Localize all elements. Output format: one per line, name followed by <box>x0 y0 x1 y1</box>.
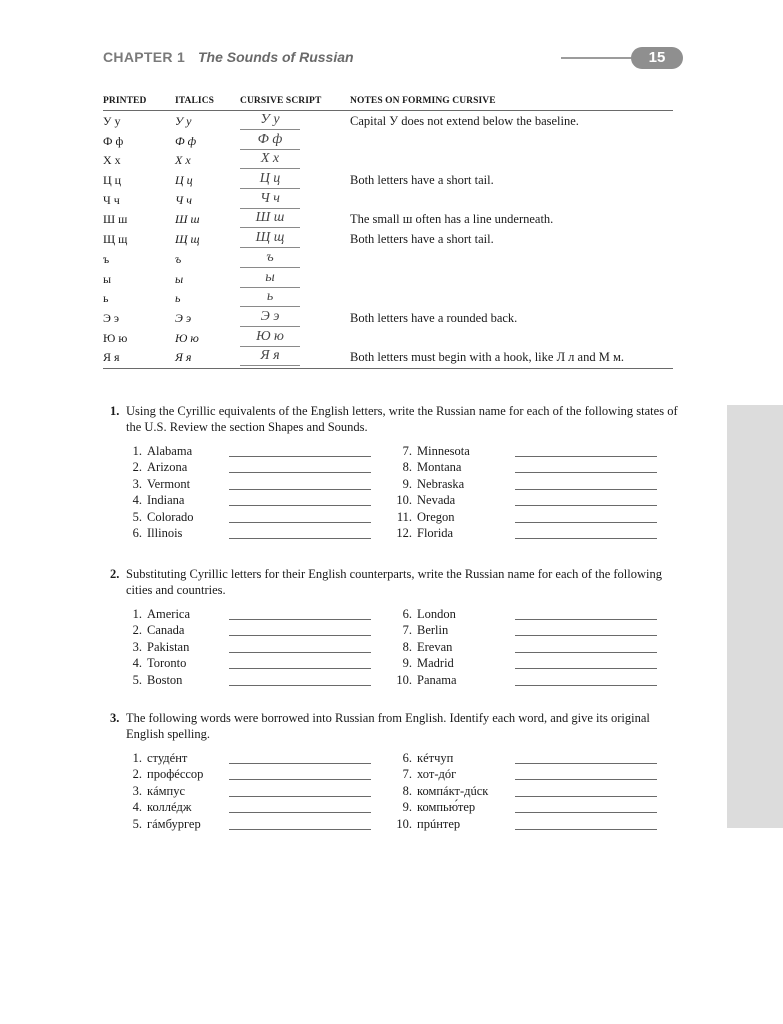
alphabet-row <box>103 308 673 328</box>
item-number: 3. <box>132 783 142 798</box>
cursive-letters: Ч ч <box>240 190 300 209</box>
answer-blank[interactable] <box>515 619 657 620</box>
item-word: Boston <box>147 672 183 687</box>
cursive-letters: Ш ш <box>240 209 300 228</box>
exercise-item <box>376 656 454 672</box>
item-word: Minnesota <box>417 444 470 458</box>
printed-letters: Ц ц <box>103 173 122 188</box>
exercise-item <box>106 623 184 639</box>
exercise-item <box>106 656 186 672</box>
answer-blank[interactable] <box>229 619 371 620</box>
item-word: America <box>147 607 191 621</box>
item-word: Canada <box>147 623 185 638</box>
alphabet-row <box>103 209 673 229</box>
item-word: Pakistan <box>147 639 190 654</box>
exercise-item <box>106 477 190 493</box>
item-number: 9. <box>402 656 412 671</box>
page-number-badge: 15 <box>631 47 683 69</box>
exercise-items <box>110 751 690 833</box>
printed-letters: У у <box>103 114 121 128</box>
item-word: прúнтер <box>417 816 461 831</box>
cursive-letters: Х х <box>240 150 300 169</box>
item-number: 2. <box>132 767 142 782</box>
exercise-1 <box>110 403 690 542</box>
item-number: 7. <box>402 444 412 458</box>
col-printed: PRINTED <box>103 96 147 106</box>
exercise-item <box>106 607 190 623</box>
answer-blank[interactable] <box>229 489 371 490</box>
printed-letters: Э э <box>103 310 120 325</box>
item-word: коллéдж <box>147 800 192 815</box>
italic-letters: Х х <box>175 153 191 168</box>
item-number: 3. <box>132 476 142 491</box>
answer-blank[interactable] <box>515 796 657 797</box>
exercise-item <box>106 444 192 460</box>
item-word: компáкт-дúск <box>417 783 489 798</box>
exercise-instruction <box>110 403 690 435</box>
answer-blank[interactable] <box>515 652 657 653</box>
exercise-item <box>106 493 184 509</box>
italic-letters: ъ <box>175 251 182 266</box>
italic-letters: Ч ч <box>175 192 192 207</box>
exercise-item <box>376 751 453 767</box>
table-bottom-rule <box>103 368 673 369</box>
printed-letters: Х х <box>103 153 121 168</box>
item-number: 10. <box>396 493 412 508</box>
alphabet-table-body <box>103 111 673 367</box>
page-header <box>103 49 683 69</box>
col-notes: NOTES ON FORMING CURSIVE <box>350 96 496 106</box>
answer-blank[interactable] <box>515 685 657 686</box>
exercise-instruction <box>110 566 690 598</box>
alphabet-row <box>103 131 673 151</box>
alphabet-row <box>103 190 673 210</box>
item-number: 4. <box>132 493 142 508</box>
item-number: 8. <box>402 783 412 798</box>
cursive-letters: Э э <box>240 308 300 327</box>
alphabet-row <box>103 150 673 170</box>
answer-blank[interactable] <box>515 829 657 830</box>
item-number: 6. <box>132 526 142 540</box>
item-word: компью́тер <box>417 800 476 815</box>
exercise-items <box>110 607 690 689</box>
alphabet-row <box>103 111 673 131</box>
alphabet-table <box>103 94 673 369</box>
cursive-letters: ь <box>240 288 300 307</box>
exercise-item <box>106 640 189 656</box>
item-word: Illinois <box>147 526 183 540</box>
item-word: Florida <box>417 526 454 540</box>
printed-letters: ы <box>103 271 112 286</box>
exercise-instruction <box>110 710 690 742</box>
cursive-note: Capital У does not extend below the baseline. <box>350 114 579 128</box>
italic-letters: Я я <box>175 350 192 365</box>
printed-letters: Ю ю <box>103 330 128 345</box>
item-word: Alabama <box>147 444 193 458</box>
item-word: Arizona <box>147 460 188 475</box>
cursive-note: Both letters must begin with a hook, like Л л and М м. <box>350 350 624 365</box>
cursive-note: Both letters have a rounded back. <box>350 310 518 325</box>
exercise-item <box>376 493 455 509</box>
alphabet-row <box>103 229 673 249</box>
italic-letters: ь <box>175 291 181 306</box>
item-word: Panama <box>417 672 457 687</box>
cursive-letters: Ю ю <box>240 328 300 347</box>
exercise-item <box>106 800 192 816</box>
chapter-label: CHAPTER 1 <box>103 49 186 65</box>
item-number: 9. <box>402 800 412 815</box>
item-number: 9. <box>402 476 412 491</box>
answer-blank[interactable] <box>515 489 657 490</box>
printed-letters: Ч ч <box>103 192 120 207</box>
cursive-letters: ъ <box>240 249 300 268</box>
answer-blank[interactable] <box>229 635 371 636</box>
italic-letters: Щ щ <box>175 232 200 247</box>
exercise-item <box>376 623 448 639</box>
item-number: 7. <box>402 623 412 638</box>
answer-blank[interactable] <box>229 538 371 539</box>
item-word: Madrid <box>417 656 454 671</box>
answer-blank[interactable] <box>229 779 371 780</box>
item-word: Colorado <box>147 509 194 524</box>
exercise-item <box>376 673 457 689</box>
exercise-items <box>110 444 690 542</box>
italic-letters: ы <box>175 271 184 286</box>
answer-blank[interactable] <box>515 668 657 669</box>
item-number: 6. <box>402 607 412 621</box>
italic-letters: Ц ц <box>175 173 193 188</box>
alphabet-row <box>103 269 673 289</box>
item-number: 5. <box>132 816 142 831</box>
exercise-number: 3. <box>110 711 120 725</box>
item-word: кáмпус <box>147 783 186 798</box>
exercise-item <box>106 817 201 833</box>
item-word: профéссор <box>147 767 204 782</box>
cursive-note: The small ш often has a line underneath. <box>350 212 554 227</box>
answer-blank[interactable] <box>515 763 657 764</box>
exercise-number: 2. <box>110 567 120 581</box>
cursive-letters: Щ щ <box>240 229 300 248</box>
item-number: 1. <box>132 607 142 621</box>
exercise-item <box>106 784 185 800</box>
item-number: 4. <box>132 656 142 671</box>
cursive-note: Both letters have a short tail. <box>350 173 494 188</box>
item-number: 7. <box>402 767 412 782</box>
answer-blank[interactable] <box>515 522 657 523</box>
answer-blank[interactable] <box>229 652 371 653</box>
alphabet-row <box>103 249 673 269</box>
answer-blank[interactable] <box>229 685 371 686</box>
exercise-item <box>376 607 456 623</box>
side-thumb-tab <box>727 405 783 828</box>
item-number: 6. <box>402 751 412 765</box>
exercise-item <box>376 767 456 783</box>
answer-blank[interactable] <box>229 456 371 457</box>
answer-blank[interactable] <box>229 472 371 473</box>
answer-blank[interactable] <box>515 812 657 813</box>
answer-blank[interactable] <box>515 779 657 780</box>
col-italics: ITALICS <box>175 96 215 106</box>
answer-blank[interactable] <box>229 796 371 797</box>
alphabet-row <box>103 347 673 367</box>
exercise-item <box>376 460 461 476</box>
alphabet-table-header <box>103 94 673 111</box>
printed-letters: Щ щ <box>103 232 128 247</box>
italic-letters: Ф ф <box>175 133 197 148</box>
alphabet-row <box>103 170 673 190</box>
exercise-item <box>376 640 452 656</box>
exercise-item <box>106 751 187 767</box>
exercise-item <box>106 510 194 526</box>
answer-blank[interactable] <box>515 472 657 473</box>
item-number: 1. <box>132 444 142 458</box>
printed-letters: Ш ш <box>103 212 128 227</box>
answer-blank[interactable] <box>229 668 371 669</box>
item-number: 2. <box>132 623 142 638</box>
col-cursive: CURSIVE SCRIPT <box>240 96 322 106</box>
cursive-letters: У у <box>240 111 300 130</box>
exercise-item <box>376 784 488 800</box>
item-number: 2. <box>132 460 142 475</box>
exercise-item <box>376 477 464 493</box>
item-number: 12. <box>396 526 412 540</box>
item-word: гáмбургер <box>147 816 201 831</box>
item-number: 5. <box>132 509 142 524</box>
printed-letters: Ф ф <box>103 133 124 148</box>
answer-blank[interactable] <box>229 829 371 830</box>
answer-blank[interactable] <box>229 812 371 813</box>
item-word: Vermont <box>147 476 191 491</box>
cursive-letters: Ц ц <box>240 170 300 189</box>
item-number: 4. <box>132 800 142 815</box>
exercise-text: Using the Cyrillic equivalents of the English letters, write the Russian name for each of the following states of the U.S. Review the section Shapes and Sounds. <box>126 404 678 434</box>
cursive-note: Both letters have a short tail. <box>350 232 494 247</box>
exercise-2 <box>110 566 690 689</box>
item-word: Toronto <box>147 656 187 671</box>
exercise-item <box>376 510 455 526</box>
item-number: 11. <box>396 509 412 524</box>
item-word: студéнт <box>147 751 188 765</box>
answer-blank[interactable] <box>515 538 657 539</box>
item-number: 10. <box>396 816 412 831</box>
item-number: 8. <box>402 460 412 475</box>
chapter-title: The Sounds of Russian <box>198 49 354 65</box>
item-word: Erevan <box>417 639 453 654</box>
exercise-number: 1. <box>110 404 120 418</box>
italic-letters: У у <box>175 114 192 128</box>
printed-letters: ъ <box>103 251 110 266</box>
answer-blank[interactable] <box>515 635 657 636</box>
item-word: Oregon <box>417 509 455 524</box>
exercise-item <box>376 817 460 833</box>
item-word: хот-дóг <box>417 767 457 782</box>
italic-letters: Э э <box>175 310 192 325</box>
printed-letters: ь <box>103 291 109 306</box>
italic-letters: Ш ш <box>175 212 200 227</box>
exercise-item <box>106 673 182 689</box>
exercise-text: Substituting Cyrillic letters for their English counterparts, write the Russian name for each of the following cities and countries. <box>126 567 662 597</box>
cursive-letters: ы <box>240 269 300 288</box>
italic-letters: Ю ю <box>175 330 199 345</box>
item-word: Montana <box>417 460 462 475</box>
cursive-letters: Я я <box>240 347 300 366</box>
exercise-item <box>106 767 203 783</box>
item-number: 1. <box>132 751 142 765</box>
exercise-item <box>376 800 475 816</box>
alphabet-row <box>103 288 673 308</box>
item-number: 8. <box>402 639 412 654</box>
item-word: Nebraska <box>417 476 465 491</box>
item-word: Indiana <box>147 493 185 508</box>
answer-blank[interactable] <box>515 456 657 457</box>
exercise-3 <box>110 710 690 833</box>
printed-letters: Я я <box>103 350 120 365</box>
answer-blank[interactable] <box>229 763 371 764</box>
item-word: кéтчуп <box>417 751 454 765</box>
item-word: Nevada <box>417 493 456 508</box>
alphabet-row <box>103 328 673 348</box>
item-number: 5. <box>132 672 142 687</box>
item-word: Berlin <box>417 623 449 638</box>
exercise-item <box>376 526 453 542</box>
item-word: London <box>417 607 456 621</box>
answer-blank[interactable] <box>515 505 657 506</box>
exercise-item <box>376 444 470 460</box>
item-number: 10. <box>396 672 412 687</box>
exercise-text: The following words were borrowed into Russian from English. Identify each word, and give its original English spelling. <box>126 711 650 741</box>
cursive-letters: Ф ф <box>240 131 300 150</box>
answer-blank[interactable] <box>229 505 371 506</box>
item-number: 3. <box>132 639 142 654</box>
exercise-item <box>106 526 182 542</box>
answer-blank[interactable] <box>229 522 371 523</box>
exercise-item <box>106 460 187 476</box>
